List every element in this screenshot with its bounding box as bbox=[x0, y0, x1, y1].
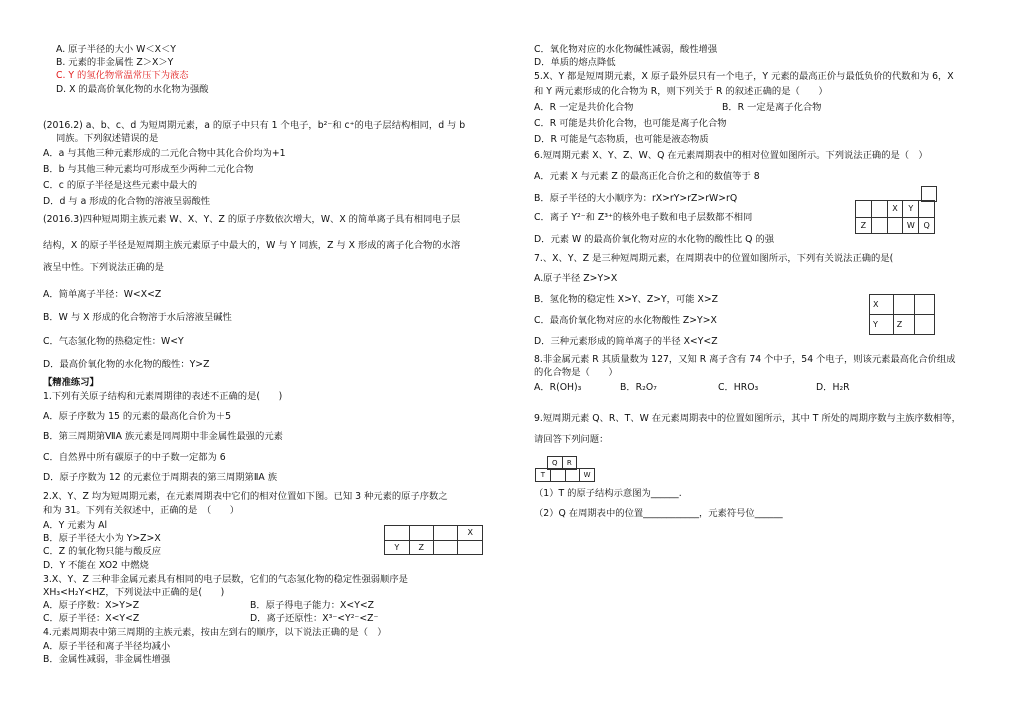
text-line: 液呈中性。下列说法正确的是 bbox=[43, 262, 164, 273]
cell-z: Z bbox=[893, 315, 914, 335]
text-line: B. 元素的非金属性 Z＞X＞Y bbox=[56, 57, 174, 68]
text-line: C．离子 Y²⁻和 Z³⁺的核外电子数和电子层数都不相同 bbox=[534, 212, 753, 223]
text-line: D．最高价氧化物的水化物的酸性：Y>Z bbox=[43, 359, 210, 370]
text-line: A.原子半径 Z>Y>X bbox=[534, 273, 618, 284]
text-line: C．原子半径：X<Y<Z bbox=[43, 613, 140, 624]
fill-blank-question: （2）Q 在周期表中的位置____________，元素符号位______ bbox=[534, 508, 783, 519]
text-line: 6.短周期元素 X、Y、Z、W、Q 在元素周期表中的相对位置如图所示。下列说法正确的是（ ） bbox=[534, 150, 928, 161]
cell-z: Z bbox=[409, 540, 434, 555]
text-line: 请回答下列问题： bbox=[534, 434, 609, 445]
text-line: D. X 的最高价氧化物的水化物为强酸 bbox=[56, 84, 209, 95]
text-line: 和为 31。下列有关叙述中，正确的是 （ ） bbox=[43, 505, 240, 516]
text-line: B．氢化物的稳定性 X>Y、Z>Y，可能 X>Z bbox=[534, 294, 719, 305]
text-line: 结构，X 的原子半径是短周期主族元素原子中最大的，W 与 Y 同族，Z 与 X 形成的离子化合物的水溶 bbox=[43, 240, 461, 251]
text-line: XH₃<H₂Y<HZ，下列说法中正确的是( ) bbox=[43, 587, 225, 598]
text-line: C．氧化物对应的水化物碱性减弱，酸性增强 bbox=[534, 44, 718, 55]
text-line: 同族。下列叙述错误的是 bbox=[56, 133, 159, 144]
cell-q: Q bbox=[548, 457, 563, 469]
text-line: A．原子半径和离子半径均减小 bbox=[43, 641, 171, 652]
text-line: 2.X、Y、Z 均为短周期元素，在元素周期表中它们的相对位置如下图。已知 3 种元素的原子序数之 bbox=[43, 491, 448, 502]
text-line: 的化合物是（ ） bbox=[534, 367, 618, 378]
option-a: A．R(OH)₃ bbox=[534, 382, 582, 393]
periodic-table-fragment-q7 bbox=[869, 294, 935, 335]
text-line: C．Z 的氧化物只能与酸反应 bbox=[43, 546, 162, 557]
cell-y: Y bbox=[870, 315, 894, 335]
text-line: B．原子半径的大小顺序为：rX>rY>rZ>rW>rQ bbox=[534, 193, 738, 204]
option-d: D．H₂R bbox=[816, 382, 850, 393]
text-line: A. 原子半径的大小 W＜X＜Y bbox=[56, 44, 176, 55]
text-line: D．d 与 a 形成的化合物的溶液呈弱酸性 bbox=[43, 196, 211, 207]
text-line: D．元素 W 的最高价氧化物对应的水化物的酸性比 Q 的强 bbox=[534, 234, 775, 245]
cell-x: X bbox=[458, 526, 483, 541]
text-line: D．单质的熔点降低 bbox=[534, 57, 616, 68]
option-b: B．R₂O₇ bbox=[620, 382, 657, 393]
cell-z: Z bbox=[856, 217, 872, 234]
text-line: 8.非金属元素 R 其质量数为 127，又知 R 离子含有 74 个中子，54 个电子，则该元素最高化合价组成 bbox=[534, 354, 956, 365]
cell-t: T bbox=[536, 469, 551, 481]
text-line: A．a 与其他三种元素形成的二元化合物中其化合价均为+1 bbox=[43, 148, 286, 159]
text-line: 1.下列有关原子结构和元素周期律的表述不正确的是( ) bbox=[43, 391, 283, 402]
cell-x: X bbox=[887, 201, 903, 218]
cell-y: Y bbox=[903, 201, 919, 218]
text-line: C．c 的原子半径是这些元素中最大的 bbox=[43, 180, 198, 191]
text-line: B．金属性减弱，非金属性增强 bbox=[43, 654, 171, 665]
text-line: 9.短周期元素 Q、R、T、W 在元素周期表中的位置如图所示，其中 T 所处的周期序数与主族序数相等， bbox=[534, 413, 961, 424]
text-line: C．气态氢化物的热稳定性：W<Y bbox=[43, 336, 184, 347]
text-line: 5.X、Y 都是短周期元素，X 原子最外层只有一个电子，Y 元素的最高正价与最低负价的代数和为 6，X bbox=[534, 71, 954, 82]
text-line: (2016.2) a、b、c、d 为短周期元素，a 的原子中只有 1 个电子，b²⁻和 c⁺的电子层结构相同，d 与 b bbox=[43, 120, 466, 131]
text-line: A．Y 元素为 Al bbox=[43, 520, 108, 531]
text-line: C．自然界中所有碳原子的中子数一定都为 6 bbox=[43, 452, 226, 463]
cell-x: X bbox=[870, 295, 894, 315]
cell-r: R bbox=[566, 459, 572, 467]
text-line: B．W 与 X 形成的化合物溶于水后溶液呈碱性 bbox=[43, 312, 232, 323]
text-line: (2016.3)四种短周期主族元素 W、X、Y、Z 的原子序数依次增大，W、X 的简单离子具有相同电子层 bbox=[43, 214, 461, 225]
cell-w: W bbox=[583, 471, 591, 479]
text-line: 7.、X、Y、Z 是三种短周期元素，在周期表中的位置如图所示，下列有关说法正确的是( bbox=[534, 253, 894, 264]
cell-w: W bbox=[903, 217, 919, 234]
cell-q: Q bbox=[919, 217, 935, 234]
text-line: 4.元素周期表中第三周期的主族元素，按由左到右的顺序，以下说法正确的是（ ） bbox=[43, 627, 387, 638]
text-line: A．元素 X 与元素 Z 的最高正化合价之和的数值等于 8 bbox=[534, 171, 760, 182]
text-line: B．原子半径大小为 Y>Z>X bbox=[43, 533, 161, 544]
text-line: B．原子得电子能力：X<Y<Z bbox=[250, 600, 375, 611]
text-line: 和 Y 两元素形成的化合物为 R，则下列关于 R 的叙述正确的是（ ） bbox=[534, 86, 828, 97]
text-line: D．三种元素形成的简单离子的半径 X<Y<Z bbox=[534, 336, 718, 347]
text-line: D．原子序数为 12 的元素位于周期表的第三周期第ⅡA 族 bbox=[43, 472, 278, 483]
text-line: B．第三周期第ⅦA 族元素是同周期中非金属性最强的元素 bbox=[43, 431, 283, 442]
text-line: A．R 一定是共价化合物 bbox=[534, 102, 634, 113]
text-line: A．原子序数：X>Y>Z bbox=[43, 600, 140, 611]
highlighted-text-line: C. Y 的氢化物常温常压下为液态 bbox=[56, 70, 189, 81]
text-line: B．b 与其他三种元素均可形成至少两种二元化合物 bbox=[43, 164, 254, 175]
text-line: D．Y 不能在 XO2 中燃烧 bbox=[43, 560, 149, 571]
cell-y: Y bbox=[385, 540, 410, 555]
text-line: D．离子还原性：X³⁻<Y²⁻<Z⁻ bbox=[250, 613, 379, 624]
text-line: C．R 可能是共价化合物，也可能是离子化合物 bbox=[534, 118, 727, 129]
text-line: 3.X、Y、Z 三种非金属元素具有相同的电子层数，它们的气态氢化物的稳定性强弱顺序是 bbox=[43, 574, 408, 585]
fill-blank-question: （1）T 的原子结构示意图为______. bbox=[534, 488, 682, 499]
section-heading: 【精准练习】 bbox=[43, 377, 99, 388]
text-line: A．原子序数为 15 的元素的最高化合价为＋5 bbox=[43, 411, 232, 422]
option-c: C．HRO₃ bbox=[718, 382, 759, 393]
text-line: A．简单离子半径：W<X<Z bbox=[43, 289, 162, 300]
periodic-table-fragment-q2 bbox=[384, 525, 483, 555]
text-line: D．R 可能是气态物质，也可能是液态物质 bbox=[534, 134, 709, 145]
text-line: B．R 一定是离子化合物 bbox=[722, 102, 822, 113]
text-line: C．最高价氧化物对应的水化物酸性 Z>Y>X bbox=[534, 315, 717, 326]
